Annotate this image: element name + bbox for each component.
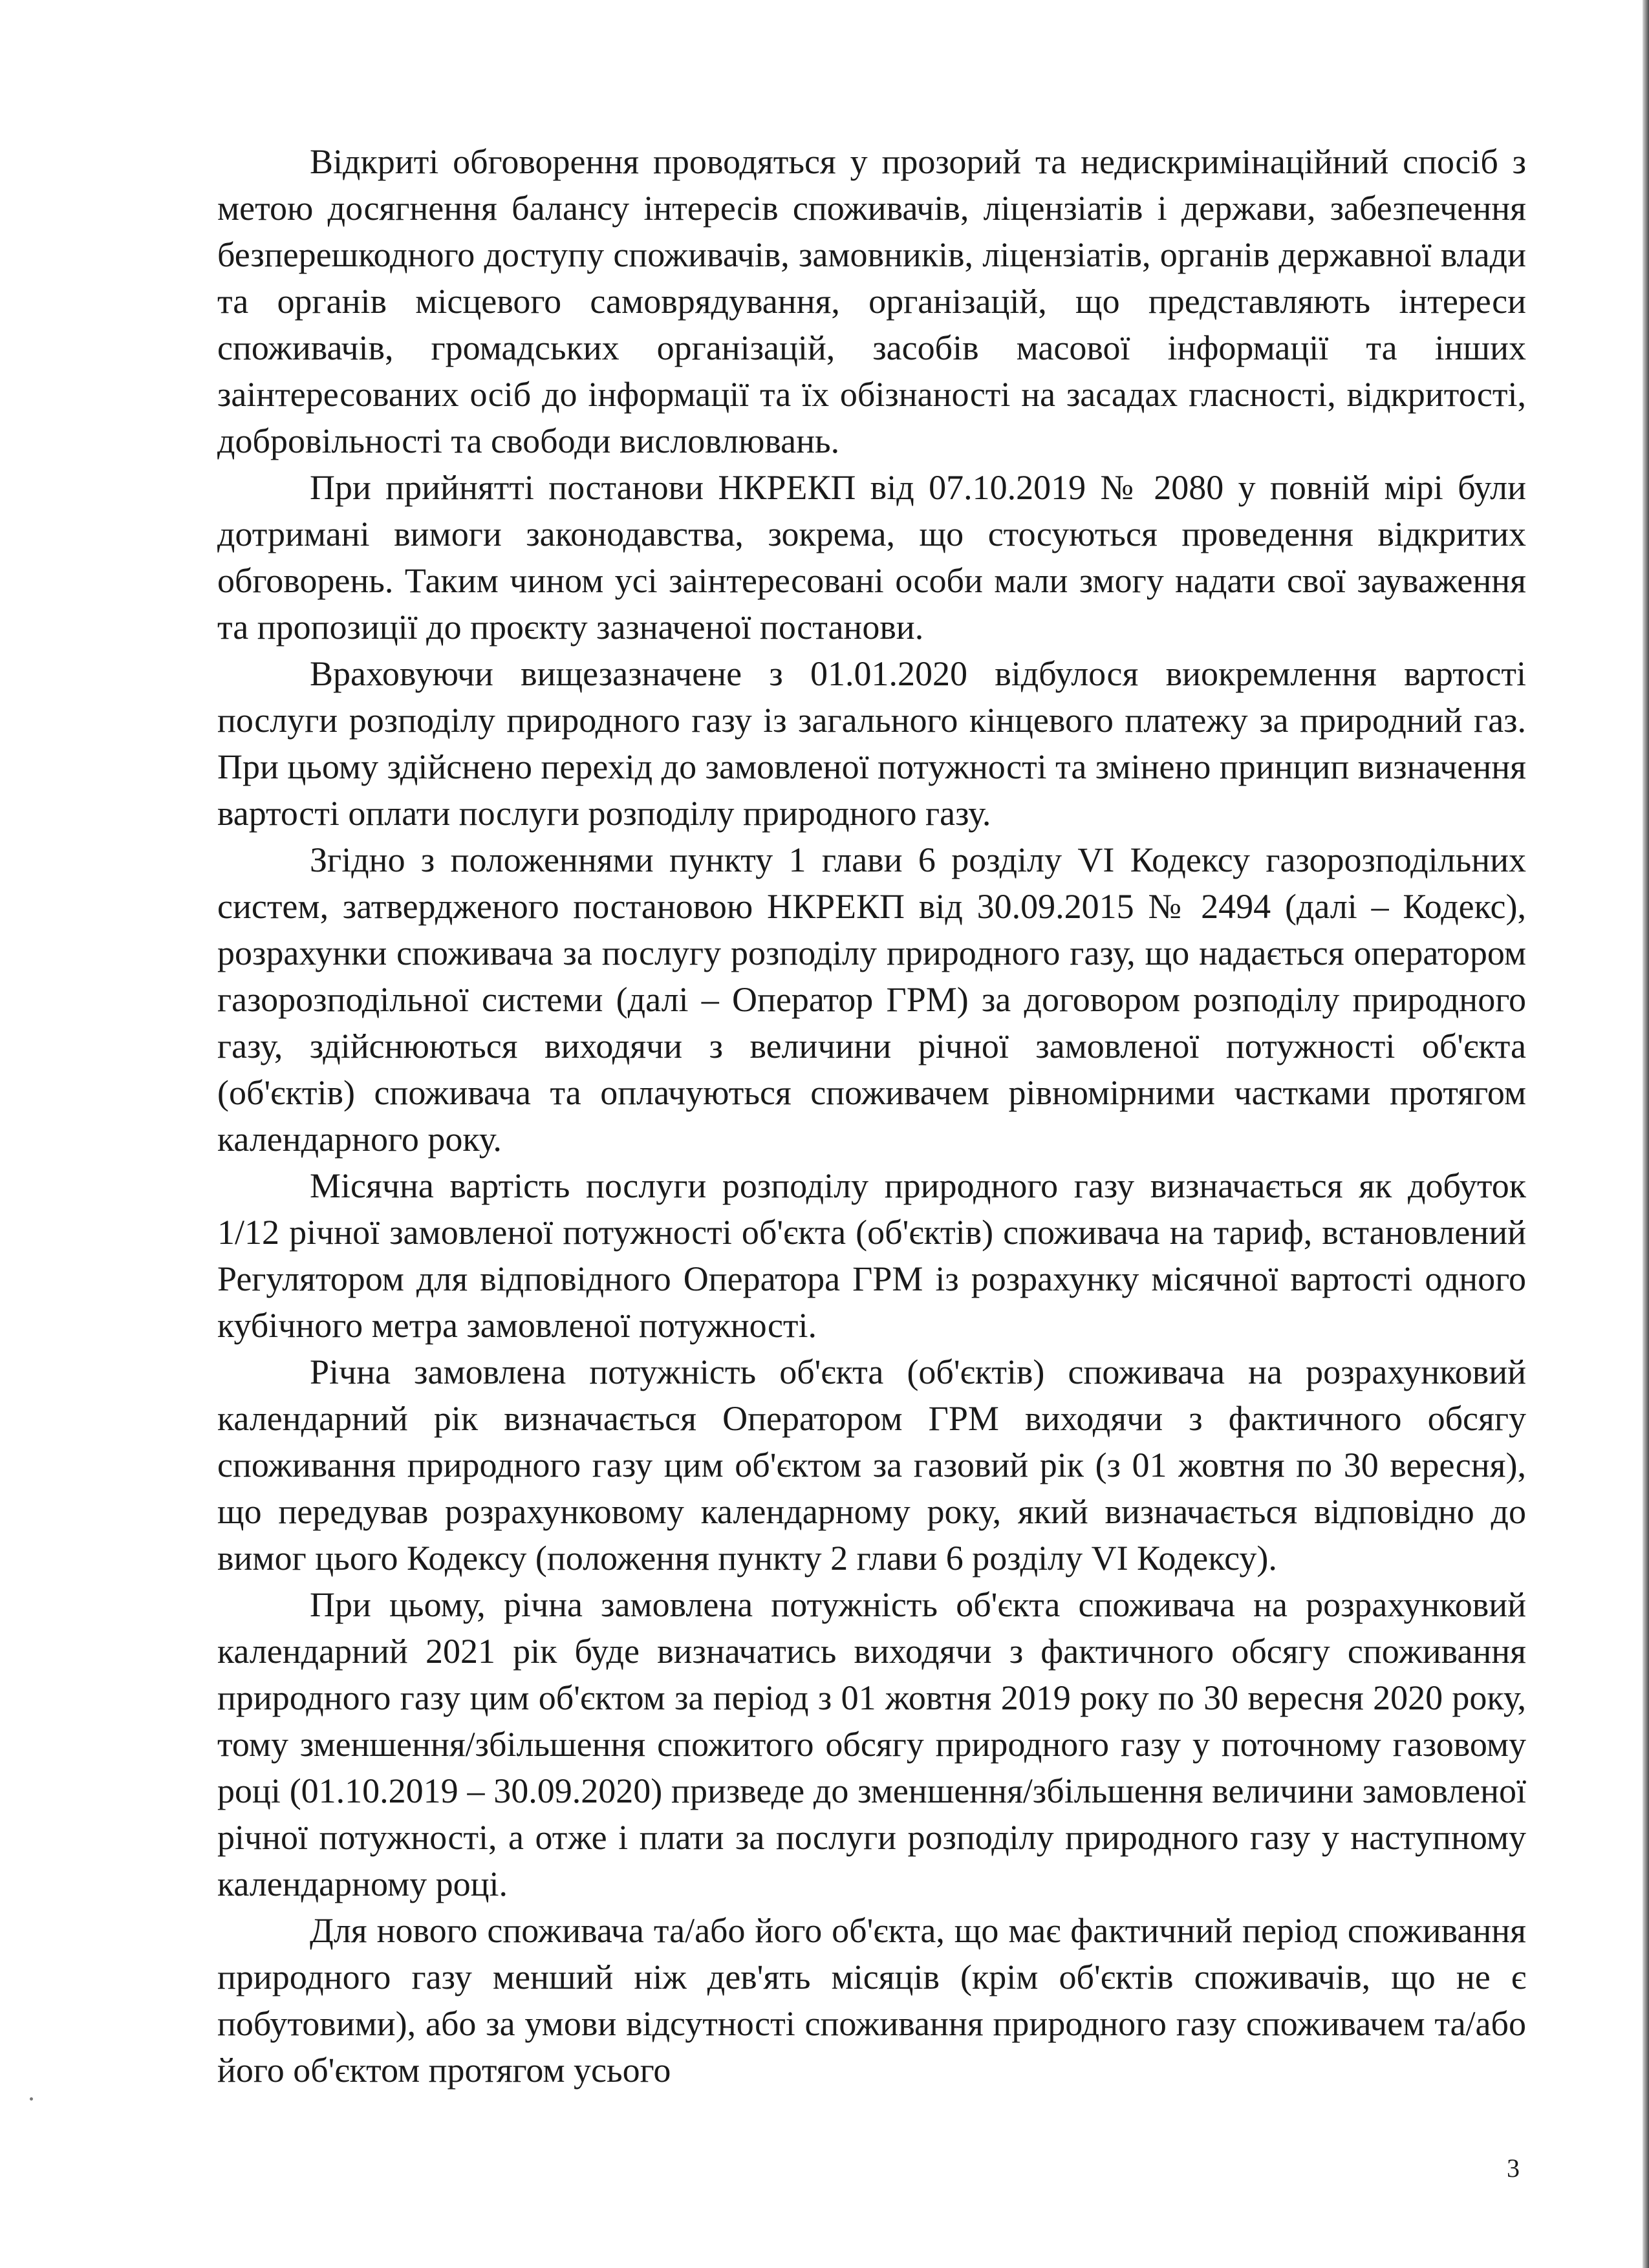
- page-number: 3: [1507, 2154, 1520, 2183]
- scan-speck: [30, 2097, 33, 2101]
- paragraph-distribution-cost-separation: Враховуючи вищезазначене з 01.01.2020 відбулося виокремлення вартості послуги розподілу природного газу із загального кінцевого платежу за природний газ. При цьому здійснено перехід до замовленої потужності та змінено принцип визначення вартості оплати послуги розподілу природного газу.: [217, 654, 1526, 833]
- paragraph-2021-capacity: При цьому, річна замовлена потужність об'єкта споживача на розрахунковий календарний 2021 рік буде визначатись виходячи з фактичного обсягу споживання природного газу цим об'єктом за період з 01 жовтня 2019 року по 30 вересня 2020 року, тому зменшення/збільшення спожитого обсягу природного газу у поточному газовому році (01.10.2019 – 30.09.2020) призведе до зменшення/збільшення величини замовленої річної потужності, а отже і плати за послуги розподілу природного газу у наступному календарному році.: [217, 1585, 1526, 1903]
- document-body: [217, 138, 1526, 2093]
- paragraph-new-consumer: Для нового споживача та/або його об'єкта, що має фактичний період споживання природного газу менший ніж дев'ять місяців (крім об'єктів споживачів, що не є побутовими), або за умови відсутності споживання природного газу споживачем та/або його об'єктом протягом усього: [217, 1911, 1526, 2090]
- paragraph-open-discussions: Відкриті обговорення проводяться у прозорий та недискримінаційний спосіб з метою досягнення балансу інтересів споживачів, ліцензіатів і держави, забезпечення безперешкодного доступу споживачів, замовників, ліцензіатів, органів державної влади та органів місцевого самоврядування, організацій, що представляють інтереси споживачів, громадських організацій, засобів масової інформації та інших заінтересованих осіб до інформації та їх обізнаності на засадах гласності, відкритості, добровільності та свободи висловлювань.: [217, 142, 1526, 460]
- paragraph-code-chapter-6: Згідно з положеннями пункту 1 глави 6 розділу VI Кодексу газорозподільних систем, затвердженого постановою НКРЕКП від 30.09.2015 № 2494 (далі – Кодекс), розрахунки споживача за послугу розподілу природного газу, що надається оператором газорозподільної системи (далі – Оператор ГРМ) за договором розподілу природного газу, здійснюються виходячи з величини річної замовленої потужності об'єкта (об'єктів) споживача та оплачуються споживачем рівномірними частками протягом календарного року.: [217, 840, 1526, 1159]
- paragraph-resolution-2080: При прийнятті постанови НКРЕКП від 07.10.2019 № 2080 у повній мірі були дотримані вимоги законодавства, зокрема, що стосуються проведення відкритих обговорень. Таким чином усі заінтересовані особи мали змогу надати свої зауваження та пропозиції до проєкту зазначеної постанови.: [217, 468, 1526, 647]
- paragraph-monthly-cost: Місячна вартість послуги розподілу природного газу визначається як добуток 1/12 річної замовленої потужності об'єкта (об'єктів) споживача на тариф, встановлений Регулятором для відповідного Оператора ГРМ із розрахунку місячної вартості одного кубічного метра замовленої потужності.: [217, 1166, 1526, 1345]
- scan-edge-shadow: [1643, 0, 1649, 2268]
- paragraph-annual-capacity: Річна замовлена потужність об'єкта (об'єктів) споживача на розрахунковий календарний рік визначається Оператором ГРМ виходячи з фактичного обсягу споживання природного газу цим об'єктом за газовий рік (з 01 жовтня по 30 вересня), що передував розрахунковому календарному року, який визначається відповідно до вимог цього Кодексу (положення пункту 2 глави 6 розділу VI Кодексу).: [217, 1353, 1526, 1578]
